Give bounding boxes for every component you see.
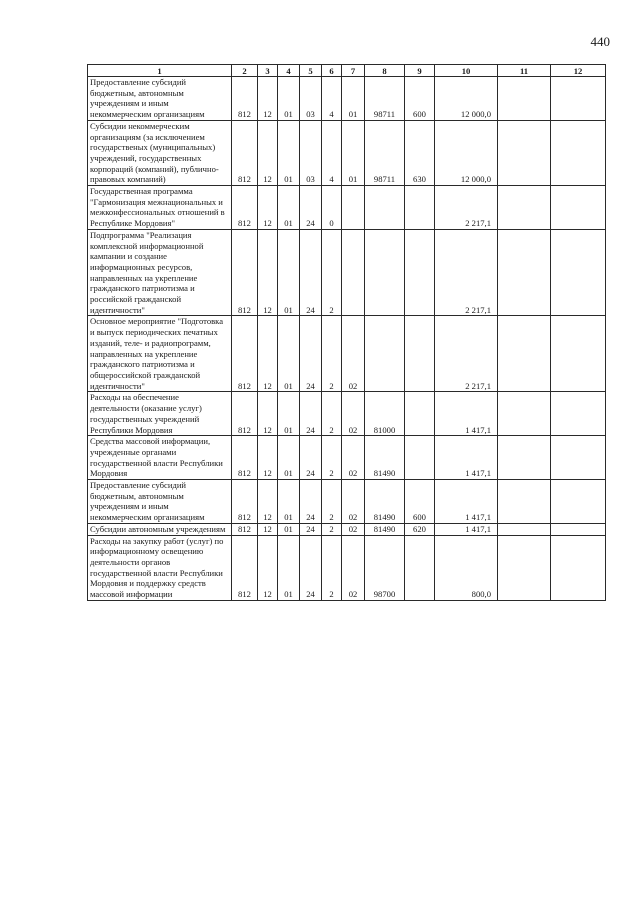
cell-col-12 — [551, 535, 606, 600]
column-header: 8 — [365, 65, 405, 77]
cell-col-12 — [551, 392, 606, 436]
cell-direction: 81490 — [365, 523, 405, 535]
page-number: 440 — [590, 34, 610, 49]
cell-amount: 2 217,1 — [435, 229, 498, 316]
cell-direction: 98700 — [365, 535, 405, 600]
cell-program: 24 — [300, 535, 322, 600]
cell-admin-code: 812 — [232, 523, 258, 535]
cell-admin-code: 812 — [232, 229, 258, 316]
cell-expense-type: 600 — [405, 480, 435, 524]
cell-activity: 01 — [342, 77, 365, 121]
cell-program: 24 — [300, 523, 322, 535]
cell-subsection: 01 — [278, 523, 300, 535]
cell-amount: 12 000,0 — [435, 77, 498, 121]
cell-subsection: 01 — [278, 229, 300, 316]
cell-subsection: 01 — [278, 392, 300, 436]
cell-subsection: 01 — [278, 436, 300, 480]
cell-admin-code: 812 — [232, 392, 258, 436]
cell-admin-code: 812 — [232, 535, 258, 600]
cell-admin-code: 812 — [232, 77, 258, 121]
cell-col-11 — [498, 316, 551, 392]
table-row — [88, 436, 606, 480]
budget-table — [87, 64, 606, 601]
cell-program: 24 — [300, 392, 322, 436]
cell-subsection: 01 — [278, 77, 300, 121]
cell-activity: 02 — [342, 316, 365, 392]
table-row — [88, 392, 606, 436]
cell-admin-code: 812 — [232, 186, 258, 230]
cell-program: 24 — [300, 229, 322, 316]
table-row — [88, 480, 606, 524]
cell-direction — [365, 229, 405, 316]
header-row — [88, 65, 606, 77]
cell-col-12 — [551, 480, 606, 524]
cell-activity: 01 — [342, 120, 365, 185]
cell-program: 03 — [300, 120, 322, 185]
row-name: Расходы на закупку работ (услуг) по информационному освещению деятельности органов государственной власти Республики Мордовия и поддержку средств массовой информации — [88, 535, 232, 600]
cell-direction: 81490 — [365, 436, 405, 480]
table-header — [88, 65, 606, 77]
table-row — [88, 120, 606, 185]
cell-program: 24 — [300, 480, 322, 524]
cell-col-12 — [551, 120, 606, 185]
cell-subsection: 01 — [278, 186, 300, 230]
row-name: Субсидии автономным учреждениям — [88, 523, 232, 535]
table-row — [88, 229, 606, 316]
cell-subprogram: 4 — [322, 77, 342, 121]
cell-col-11 — [498, 77, 551, 121]
cell-section: 12 — [258, 186, 278, 230]
cell-direction: 98711 — [365, 77, 405, 121]
cell-direction — [365, 316, 405, 392]
column-header: 12 — [551, 65, 606, 77]
column-header: 10 — [435, 65, 498, 77]
cell-amount: 2 217,1 — [435, 316, 498, 392]
cell-section: 12 — [258, 523, 278, 535]
cell-col-11 — [498, 523, 551, 535]
cell-col-12 — [551, 229, 606, 316]
cell-amount: 1 417,1 — [435, 392, 498, 436]
cell-amount: 1 417,1 — [435, 523, 498, 535]
cell-subsection: 01 — [278, 480, 300, 524]
row-name: Предоставление субсидий бюджетным, автономным учреждениям и иным некоммерческим организациям — [88, 77, 232, 121]
column-header: 4 — [278, 65, 300, 77]
cell-col-11 — [498, 186, 551, 230]
cell-direction: 98711 — [365, 120, 405, 185]
cell-col-12 — [551, 316, 606, 392]
column-header: 5 — [300, 65, 322, 77]
cell-col-12 — [551, 436, 606, 480]
column-header: 7 — [342, 65, 365, 77]
cell-expense-type — [405, 316, 435, 392]
cell-section: 12 — [258, 480, 278, 524]
cell-direction: 81000 — [365, 392, 405, 436]
column-header: 1 — [88, 65, 232, 77]
cell-program: 03 — [300, 77, 322, 121]
cell-section: 12 — [258, 535, 278, 600]
cell-col-11 — [498, 436, 551, 480]
cell-subprogram: 0 — [322, 186, 342, 230]
cell-section: 12 — [258, 120, 278, 185]
cell-expense-type: 600 — [405, 77, 435, 121]
column-header: 11 — [498, 65, 551, 77]
row-name: Средства массовой информации, учрежденные органами государственной власти Республики Мордовия — [88, 436, 232, 480]
cell-activity — [342, 229, 365, 316]
cell-col-12 — [551, 77, 606, 121]
cell-section: 12 — [258, 316, 278, 392]
cell-col-12 — [551, 523, 606, 535]
cell-expense-type: 620 — [405, 523, 435, 535]
cell-expense-type — [405, 436, 435, 480]
cell-expense-type — [405, 186, 435, 230]
table-row — [88, 316, 606, 392]
cell-col-11 — [498, 392, 551, 436]
column-header: 3 — [258, 65, 278, 77]
cell-subprogram: 2 — [322, 229, 342, 316]
cell-activity: 02 — [342, 535, 365, 600]
cell-activity: 02 — [342, 392, 365, 436]
cell-program: 24 — [300, 186, 322, 230]
row-name: Основное мероприятие "Подготовка и выпуск периодических печатных изданий, теле- и радиопрограмм, направленных на укрепление гражданского патриотизма и общероссийской гражданской идентичности" — [88, 316, 232, 392]
cell-expense-type: 630 — [405, 120, 435, 185]
table-row — [88, 186, 606, 230]
column-header: 9 — [405, 65, 435, 77]
cell-amount: 12 000,0 — [435, 120, 498, 185]
cell-subprogram: 4 — [322, 120, 342, 185]
cell-subsection: 01 — [278, 316, 300, 392]
column-header: 2 — [232, 65, 258, 77]
cell-admin-code: 812 — [232, 316, 258, 392]
cell-direction: 81490 — [365, 480, 405, 524]
cell-program: 24 — [300, 436, 322, 480]
cell-expense-type — [405, 535, 435, 600]
cell-subsection: 01 — [278, 120, 300, 185]
row-name: Расходы на обеспечение деятельности (оказание услуг) государственных учреждений Республики Мордовия — [88, 392, 232, 436]
table-row — [88, 535, 606, 600]
table-body — [88, 77, 606, 601]
cell-section: 12 — [258, 229, 278, 316]
row-name: Государственная программа "Гармонизация межнациональных и межконфессиональных отношений в Республике Мордовия" — [88, 186, 232, 230]
cell-subprogram: 2 — [322, 392, 342, 436]
cell-col-11 — [498, 480, 551, 524]
cell-section: 12 — [258, 392, 278, 436]
cell-col-12 — [551, 186, 606, 230]
row-name: Субсидии некоммерческим организациям (за исключением государственых (муниципальных) учреждений, государственных корпораций (компаний), публично-правовых компаний) — [88, 120, 232, 185]
cell-col-11 — [498, 120, 551, 185]
cell-activity: 02 — [342, 436, 365, 480]
cell-col-11 — [498, 229, 551, 316]
cell-admin-code: 812 — [232, 436, 258, 480]
cell-subprogram: 2 — [322, 436, 342, 480]
row-name: Предоставление субсидий бюджетным, автономным учреждениям и иным некоммерческим организациям — [88, 480, 232, 524]
cell-direction — [365, 186, 405, 230]
cell-subprogram: 2 — [322, 535, 342, 600]
cell-expense-type — [405, 229, 435, 316]
cell-col-11 — [498, 535, 551, 600]
cell-amount: 1 417,1 — [435, 436, 498, 480]
cell-subsection: 01 — [278, 535, 300, 600]
budget-table-container — [87, 64, 605, 601]
cell-expense-type — [405, 392, 435, 436]
cell-admin-code: 812 — [232, 480, 258, 524]
column-header: 6 — [322, 65, 342, 77]
cell-subprogram: 2 — [322, 316, 342, 392]
cell-activity: 02 — [342, 480, 365, 524]
cell-activity — [342, 186, 365, 230]
table-row — [88, 77, 606, 121]
cell-amount: 800,0 — [435, 535, 498, 600]
cell-section: 12 — [258, 436, 278, 480]
cell-subprogram: 2 — [322, 480, 342, 524]
cell-subprogram: 2 — [322, 523, 342, 535]
row-name: Подпрограмма "Реализация комплексной информационной кампании и создание информационных ресурсов, направленных на укрепление гражданского патриотизма и российской гражданской идентичности" — [88, 229, 232, 316]
cell-activity: 02 — [342, 523, 365, 535]
table-row — [88, 523, 606, 535]
cell-amount: 1 417,1 — [435, 480, 498, 524]
cell-amount: 2 217,1 — [435, 186, 498, 230]
cell-admin-code: 812 — [232, 120, 258, 185]
cell-section: 12 — [258, 77, 278, 121]
cell-program: 24 — [300, 316, 322, 392]
